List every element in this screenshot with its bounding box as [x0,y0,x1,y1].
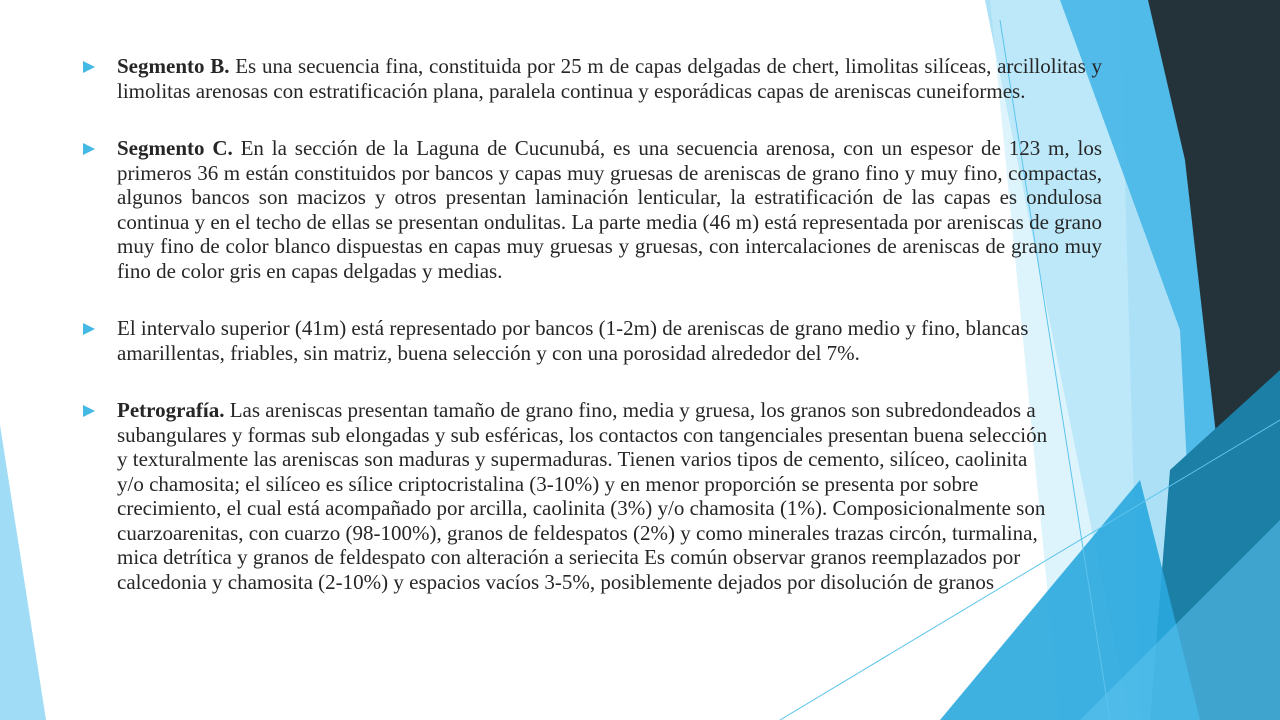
bullet-text: Las areniscas presentan tamaño de grano fino, media y gruesa, los granos son subredondeados a subangulares y formas sub elongadas y sub esféricas, los contactos con tangenciales presentan buena selección y texturalmente las areniscas son maduras y supermaduras. Tienen varios tipos de cemento, silíceo, caolinita y/o chamosita; el silíceo es sílice criptocristalina (3-10%) y en menor proporción se presenta por sobre crecimiento, el cual está acompañado por arcilla, caolinita (3%) y/o chamosita (1%). Composicionalmente son cuarzoarenitas, con cuarzo (98-100%), granos de feldespatos (2%) y como minerales trazas circón, turmalina, mica detrítica y granos de feldespato con alteración a seriecita Es común observar granos reemplazados por calcedonia y chamosita (2-10%) y espacios vacíos 3-5%, posiblemente dejados por disolución de granos [117,398,1048,594]
bullet-segmento-b [80,54,1102,103]
bullet-intervalo-superior [80,316,1102,365]
bullet-arrow-icon [83,143,95,155]
bullet-text: El intervalo superior (41m) está representado por bancos (1-2m) de areniscas de grano medio y fino, blancas amarillentas, friables, sin matriz, buena selección y con una porosidad alrededor del 7%. [117,316,1029,365]
bullet-arrow-icon [83,405,95,417]
bullet-arrow-icon [83,61,95,73]
bullet-segmento-c [80,136,1102,283]
bullet-text: Es una secuencia fina, constituida por 25 m de capas delgadas de chert, limolitas silíceas, arcillolitas y limolitas arenosas con estratificación plana, paralela continua y esporádicas capas de areniscas cuneiformes. [117,54,1102,103]
bullet-lead: Segmento B. [117,54,230,78]
slide-body [80,54,1102,594]
left-accent-shape [0,425,46,720]
bullet-petrografia [80,398,1057,594]
bullet-arrow-icon [83,323,95,335]
bullet-lead: Petrografía. [117,398,225,422]
bullet-lead: Segmento C. [117,136,233,160]
bullet-text: En la sección de la Laguna de Cucunubá, es una secuencia arenosa, con un espesor de 123 m, los primeros 36 m están constituidos por bancos y capas muy gruesas de areniscas de grano fino y muy fino, compactas, algunos bancos son macizos y otros presentan laminación lenticular, la estratificación de las capas es ondulosa continua y en el techo de ellas se presentan ondulitas. La parte media (46 m) está representada por areniscas de grano muy fino de color blanco dispuestas en capas muy gruesas y gruesas, con intercalaciones de areniscas de grano muy fino de color gris en capas delgadas y medias. [117,136,1102,283]
